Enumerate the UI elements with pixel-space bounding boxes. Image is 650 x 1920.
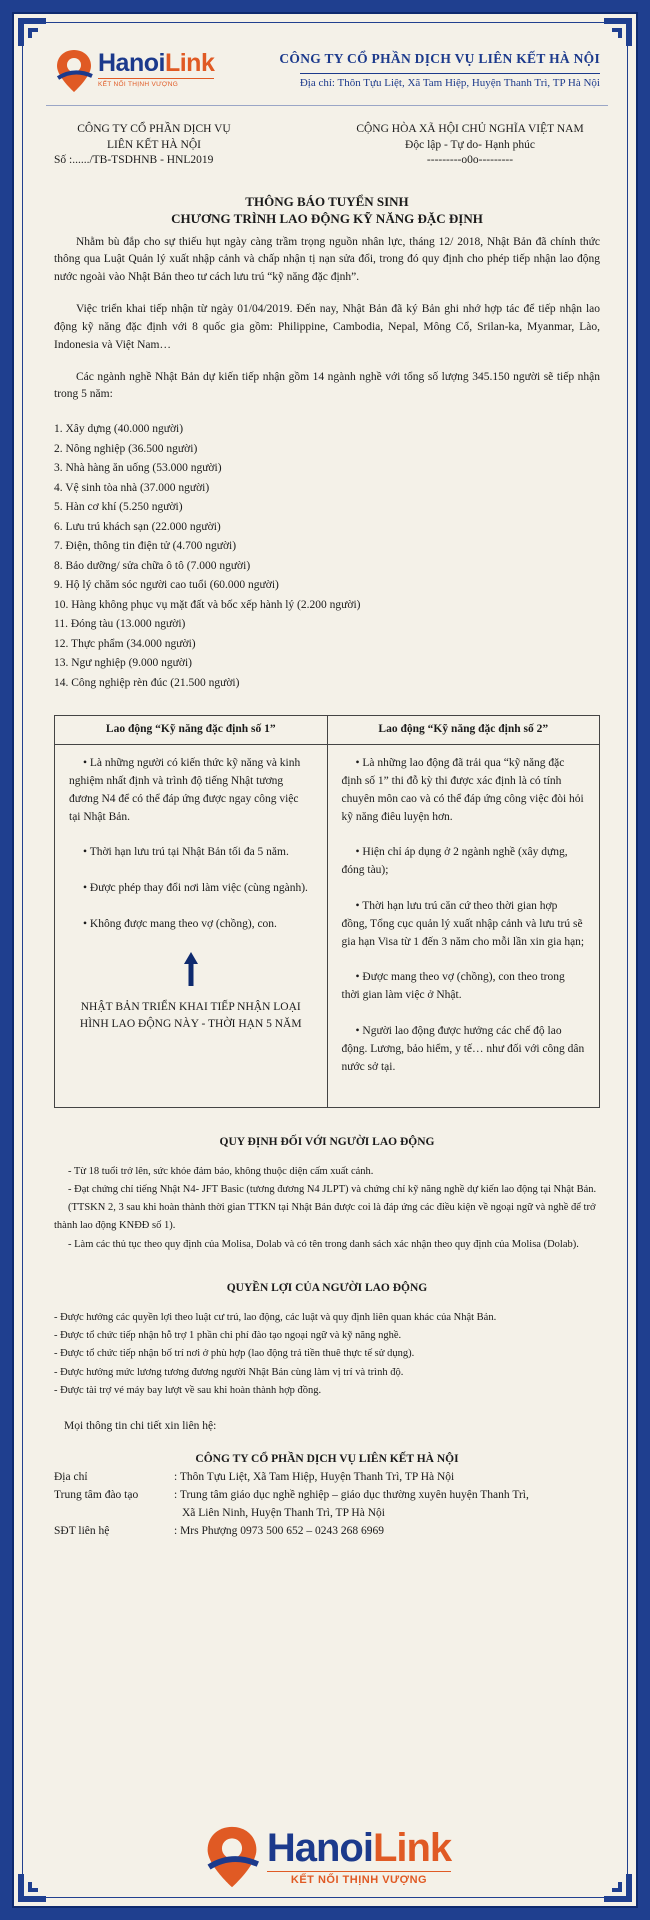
contact-center-label: Trung tâm đào tạo: [54, 1489, 139, 1502]
list-item: - Được hưởng các quyền lợi theo luật cư trú, lao động, các luật và quy định liên quan khác của Nhật Bản.: [54, 1312, 497, 1324]
list-item: 10. Hàng không phục vụ mặt đất và bốc xếp hành lý (2.200 người): [54, 598, 361, 611]
comparison-table: [54, 715, 600, 1107]
issuer-block: [54, 122, 254, 169]
contact-address-value: : Thôn Tựu Liệt, Xã Tam Hiệp, Huyện Thanh Trì, TP Hà Nội: [174, 1471, 455, 1484]
company-logo: [54, 48, 229, 94]
location-pin-logo-icon: [54, 48, 94, 94]
corner-ornament-icon: [16, 16, 50, 50]
list-item: 2. Nông nghiệp (36.500 người): [54, 442, 198, 455]
nation-motto-block: [340, 122, 600, 169]
document-frame: [12, 12, 638, 1908]
list-item: 6. Lưu trú khách sạn (22.000 người): [54, 520, 221, 533]
contact-center-value-line2: Xã Liên Ninh, Huyện Thanh Trì, TP Hà Nội: [182, 1506, 385, 1519]
skill-2-cell: [327, 745, 600, 1107]
brand-part1: Hanoi: [98, 48, 165, 77]
industry-list: [54, 420, 600, 693]
list-item: 1. Xây dựng (40.000 người): [54, 423, 184, 436]
benefits-title: QUYỀN LỢI CỦA NGƯỜI LAO ĐỘNG: [226, 1281, 428, 1294]
list-item: • Là những người có kiến thức kỹ năng và kinh nghiệm nhất định và trình độ tiếng Nhật tương đương N4 để có thể đáp ứng được ngay công việc tại Nhật Bản.: [69, 757, 301, 823]
list-item: 12. Thực phẩm (34.000 người): [54, 637, 196, 650]
list-item: • Người lao động được hưởng các chế độ lao động. Lương, bảo hiểm, y tế… như đối với công dân nước sở tại.: [341, 1025, 585, 1073]
regulations-list: [54, 1163, 600, 1253]
list-item: • Được phép thay đổi nơi làm việc (cùng ngành).: [83, 882, 308, 895]
regulations-title: QUY ĐỊNH ĐỐI VỚI NGƯỜI LAO ĐỘNG: [219, 1135, 435, 1148]
nation-name: CỘNG HÒA XÃ HỘI CHỦ NGHĨA VIỆT NAM: [356, 123, 584, 135]
contact-intro: Mọi thông tin chi tiết xin liên hệ:: [64, 1419, 217, 1432]
contact-center-value: : Trung tâm giáo dục nghề nghiệp – giáo dục thường xuyên huyện Thanh Trì,: [174, 1489, 529, 1502]
contact-company: CÔNG TY CỔ PHẦN DỊCH VỤ LIÊN KẾT HÀ NỘI: [195, 1453, 459, 1466]
list-item: - Được tổ chức tiếp nhận hỗ trợ 1 phần chi phí đào tạo ngoại ngữ và kỹ năng nghề.: [54, 1330, 402, 1342]
industries-paragraph: Các ngành nghề Nhật Bản dự kiến tiếp nhận gồm 14 ngành nghề với tổng số lượng 345.150 người sẽ tiếp nhận trong 5 năm:: [54, 370, 600, 401]
arrow-up-icon: [69, 952, 313, 993]
list-item: 4. Vệ sinh tòa nhà (37.000 người): [54, 481, 210, 494]
list-item: 11. Đóng tàu (13.000 người): [54, 618, 186, 631]
list-item: 13. Ngư nghiệp (9.000 người): [54, 657, 193, 670]
list-item: - Làm các thủ tục theo quy định của Molisa, Dolab và có tên trong danh sách xác nhận theo quy định của Molisa (Dolab).: [68, 1238, 579, 1250]
skill-1-note: NHẬT BẢN TRIỂN KHAI TIẾP NHẬN LOẠI HÌNH LAO ĐỘNG NÀY - THỜI HẠN 5 NĂM: [79, 1000, 302, 1031]
contact-phone-label: SĐT liên hệ: [54, 1524, 110, 1537]
list-item: • Không được mang theo vợ (chồng), con.: [83, 918, 277, 931]
list-item: 7. Điện, thông tin điện tử (4.700 người): [54, 540, 237, 553]
rollout-paragraph: Việc triển khai tiếp nhận từ ngày 01/04/2019. Đến nay, Nhật Bản đã ký Bản ghi nhớ hợp tác để tiếp nhận lao động kỹ năng đặc định với 8 quốc gia gồm: Philippine, Cambodia, Nepal, Mông Cổ, Srilan-ka, Myanmar, Lào, Indonesia và Việt Nam…: [54, 303, 600, 351]
list-item: • Là những lao động đã trải qua “kỹ năng đặc định số 1” thi đỗ kỳ thi được xác định là có tính chuyên môn cao và có thể đáp ứng công việc đòi hỏi kỹ năng điêu luyện hơn.: [341, 757, 584, 823]
table-header-skill-1: Lao động “Kỹ năng đặc định số 1”: [55, 716, 328, 745]
list-item: - Đạt chứng chỉ tiếng Nhật N4- JFT Basic (tương đương N4 JLPT) và chứng chỉ kỹ năng nghề dự kiến lao động tại Nhật Bản.: [68, 1184, 597, 1196]
list-item: (TTSKN 2, 3 sau khi hoàn thành thời gian TTKN tại Nhật Bản được coi là đáp ứng các điều kiện về ngoại ngữ và nghề để trở thành lao động KNĐĐ số 1).: [54, 1202, 596, 1232]
footer-brand-part1: Hanoi: [266, 1826, 373, 1870]
document-title: [54, 193, 600, 228]
header-address: Địa chỉ: Thôn Tựu Liệt, Xã Tam Hiệp, Huyện Thanh Trì, TP Hà Nội: [300, 73, 600, 92]
nation-motto: Độc lập - Tự do- Hạnh phúc: [405, 138, 535, 151]
list-item: 8. Bảo dưỡng/ sửa chữa ô tô (7.000 người): [54, 559, 251, 572]
contact-address-row: [54, 1469, 600, 1487]
list-item: • Thời hạn lưu trú căn cứ theo thời gian hợp đồng, Tổng cục quản lý xuất nhập cảnh và lưu trú sẽ gia hạn Visa từ 1 đến 3 năm cho mỗi lần xin gia hạn;: [341, 900, 585, 948]
location-pin-logo-icon: [203, 1824, 261, 1890]
intro-paragraph: Nhằm bù đắp cho sự thiếu hụt ngày càng trầm trọng nguồn nhân lực, tháng 12/ 2018, Nhật Bản đã chính thức thông qua Luật Quản lý xuất nhập cảnh và chấp nhận tị nạn sửa đổi, trong đó quy định cho phép tiếp nhận lao động nước ngoài vào Nhật Bản theo tư cách lưu trú “kỹ năng đặc định”.: [54, 235, 600, 284]
list-item: • Được mang theo vợ (chồng), con theo trong thời gian làm việc ở Nhật.: [341, 971, 565, 1002]
list-item: - Được hưởng mức lương tương đương người Nhật Bản cùng làm vị trí và trình độ.: [54, 1366, 404, 1378]
document-content: [54, 36, 600, 1540]
letterhead: [46, 36, 608, 106]
list-item: 3. Nhà hàng ăn uống (53.000 người): [54, 462, 222, 475]
brand-part2: Link: [164, 48, 215, 77]
list-item: • Hiện chỉ áp dụng ở 2 ngành nghề (xây dựng, đóng tàu);: [341, 846, 568, 877]
footer-logo: [14, 1824, 640, 1890]
table-header-skill-2: Lao động “Kỹ năng đặc định số 2”: [327, 716, 600, 745]
title-line1: THÔNG BÁO TUYỂN SINH: [245, 193, 409, 209]
skill-1-cell: [55, 745, 328, 1107]
issuer-line2: LIÊN KẾT HÀ NỘI: [106, 138, 201, 151]
list-item: - Được tổ chức tiếp nhận bố trí nơi ở phù hợp (lao động trả tiền thuê thực tế sử dụng).: [54, 1348, 415, 1360]
nation-divider: ---------o0o---------: [426, 154, 514, 167]
logo-slogan: KẾT NỐI THỊNH VƯỢNG: [98, 78, 214, 90]
title-line2: CHƯƠNG TRÌNH LAO ĐỘNG KỸ NĂNG ĐẶC ĐỊNH: [171, 211, 483, 227]
footer-slogan: KẾT NỐI THỊNH VƯỢNG: [267, 1871, 451, 1886]
list-item: 14. Công nghiệp rèn đúc (21.500 người): [54, 676, 240, 689]
document-heading-block: [54, 122, 600, 169]
benefits-list: [54, 1309, 600, 1399]
document-number: Số :....../TB-TSDHNB - HNL2019: [54, 154, 214, 167]
issuer-line1: CÔNG TY CỔ PHẦN DỊCH VỤ: [77, 123, 231, 135]
contact-phone-row: [54, 1523, 600, 1541]
list-item: • Thời hạn lưu trú tại Nhật Bản tối đa 5 năm.: [83, 846, 289, 859]
contact-address-label: Địa chỉ: [54, 1471, 88, 1484]
list-item: 5. Hàn cơ khí (5.250 người): [54, 501, 183, 514]
contact-phone-value: : Mrs Phượng 0973 500 652 – 0243 268 6969: [174, 1524, 385, 1537]
footer-brand-part2: Link: [372, 1826, 452, 1870]
list-item: 9. Hộ lý chăm sóc người cao tuổi (60.000 người): [54, 579, 279, 592]
list-item: - Được tài trợ vé máy bay lượt về sau khi hoàn thành hợp đồng.: [54, 1384, 322, 1396]
contact-center-row: [54, 1487, 600, 1523]
header-company-name: CÔNG TY CỔ PHẦN DỊCH VỤ LIÊN KẾT HÀ NỘI: [279, 50, 600, 66]
list-item: - Từ 18 tuổi trở lên, sức khỏe đảm bảo, không thuộc diện cấm xuất cảnh.: [68, 1166, 374, 1178]
